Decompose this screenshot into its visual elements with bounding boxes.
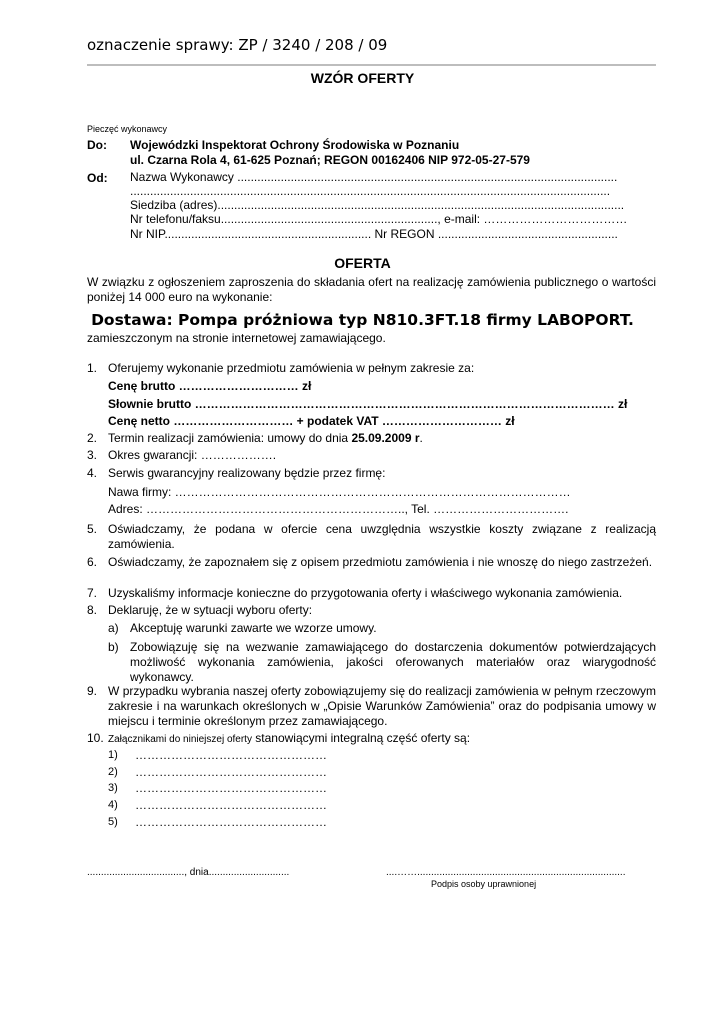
recipient-name: Wojewódzki Inspektorat Ochrony Środowiska w Poznaniu [130, 138, 460, 152]
item-10-number: 10. [87, 731, 104, 745]
case-reference: oznaczenie sprawy: ZP / 3240 / 208 / 09 [87, 36, 388, 54]
warranty-period-field[interactable]: Okres gwarancji: ………………. [108, 448, 277, 462]
item-9-number: 9. [87, 684, 98, 698]
gross-in-words-field[interactable]: Słownie brutto …………………………………………………………………………………………… zł [108, 397, 628, 411]
contractor-nip-regon-field[interactable]: Nr NIP.............................................................. Nr REGON ...................................................... [130, 227, 618, 241]
to-label: Do: [87, 138, 107, 152]
place-date-field[interactable]: ..................................., dnia............................. [87, 867, 290, 878]
item-8b-text: Zobowiązuję się na wezwanie zamawiającego do dostarczenia dokumentów potwierdzających możliwość wykonania zamówienia, jakości oferowanych materiałów oraz wiarygodność wykonawcy. [130, 640, 656, 684]
offer-posted-note: zamieszczonym na stronie internetowej zamawiającego. [87, 331, 386, 345]
attachment-1-field[interactable]: ………………………………………… [135, 748, 327, 762]
offer-subject: Dostawa: Pompa próżniowa typ N810.3FT.18 firmy LABOPORT. [91, 311, 634, 329]
attachment-3-field[interactable]: ………………………………………… [135, 781, 327, 795]
item-4-number: 4. [87, 466, 98, 480]
stamp-label: Pieczęć wykonawcy [87, 124, 168, 134]
item-1-text: Oferujemy wykonanie przedmiotu zamówienia w pełnym zakresie za: [108, 361, 475, 375]
item-8a-text: Akceptuję warunki zawarte we wzorze umowy. [130, 621, 377, 635]
header-divider [87, 64, 656, 66]
item-7-text: Uzyskaliśmy informacje konieczne do przygotowania oferty i właściwego wykonania zamówienia. [108, 586, 623, 600]
from-label: Od: [87, 171, 108, 185]
completion-date: 25.09.2009 r [351, 431, 420, 445]
item-8-text: Deklaruję, że w sytuacji wyboru oferty: [108, 603, 313, 617]
net-price-vat-field[interactable]: Cenę netto ………………………… + podatek VAT ………………………… zł [108, 414, 515, 428]
item-2-number: 2. [87, 431, 98, 445]
signature-caption: Podpis osoby uprawnionej [431, 879, 537, 889]
item-8a-label: a) [108, 621, 119, 635]
attachment-5-label: 5) [108, 816, 118, 828]
item-7-number: 7. [87, 586, 98, 600]
attachment-4-label: 4) [108, 799, 118, 811]
item-8b-label: b) [108, 640, 119, 654]
attachment-1-label: 1) [108, 749, 118, 761]
contractor-address-field[interactable]: Siedziba (adres).......................................................................................................................... [130, 198, 625, 212]
service-address-phone-field[interactable]: Adres: ……………………………………………………….., Tel. ……………………………. [108, 502, 569, 516]
recipient-address: ul. Czarna Rola 4, 61-625 Poznań; REGON 00162406 NIP 972-05-27-579 [130, 153, 530, 167]
item-10-text: Załącznikami do niniejszej oferty stanowiącymi integralną część oferty są: [108, 731, 471, 745]
attachment-3-label: 3) [108, 782, 118, 794]
attachment-2-field[interactable]: ………………………………………… [135, 765, 327, 779]
item-8-number: 8. [87, 603, 98, 617]
item-3-number: 3. [87, 448, 98, 462]
offer-intro: W związku z ogłoszeniem zaproszenia do składania ofert na realizację zamówienia publicznego o wartości poniżej 14 000 euro na wykonanie: [87, 275, 656, 304]
offer-title: OFERTA [334, 255, 391, 271]
contractor-name-field-cont[interactable]: ................................................................................................................................................ [130, 184, 611, 198]
attachment-5-field[interactable]: ………………………………………… [135, 815, 327, 829]
contractor-name-field[interactable]: Nazwa Wykonawcy .................................................................................................................. [130, 170, 618, 184]
item-5-number: 5. [87, 522, 98, 536]
item-6-text: Oświadczamy, że zapoznałem się z opisem przedmiotu zamówienia i nie wnoszę do niego zastrzeżeń. [108, 555, 653, 569]
signature-field[interactable]: ....……........................................................................... [386, 867, 626, 878]
item-4-text: Serwis gwarancyjny realizowany będzie przez firmę: [108, 466, 386, 480]
form-title: WZÓR OFERTY [310, 70, 415, 86]
attachment-2-label: 2) [108, 766, 118, 778]
service-company-field[interactable]: Nawa firmy: ……………………………………………………………………………………… [108, 485, 571, 499]
gross-price-field[interactable]: Cenę brutto ………………………… zł [108, 379, 312, 393]
item-9-text: W przypadku wybrania naszej oferty zobowiązujemy się do realizacji zamówienia w pełnym rzeczowym zakresie i na warunkach określonych w „Opisie Warunków Zamówienia” oraz do podpisania umowy w miejscu i terminie określonym przez zamawiającego. [108, 684, 656, 728]
contractor-phone-email-field[interactable]: Nr telefonu/faksu................................................................., e-mail: ……………………………… [130, 212, 628, 226]
item-2-text: Termin realizacji zamówienia: umowy do dnia 25.09.2009 r. [108, 431, 423, 445]
item-5-text: Oświadczamy, że podana w ofercie cena uwzględnia wszystkie koszty związane z realizacją zamówienia. [108, 522, 656, 551]
attachment-4-field[interactable]: ………………………………………… [135, 798, 327, 812]
item-6-number: 6. [87, 555, 98, 569]
item-1-number: 1. [87, 361, 98, 375]
